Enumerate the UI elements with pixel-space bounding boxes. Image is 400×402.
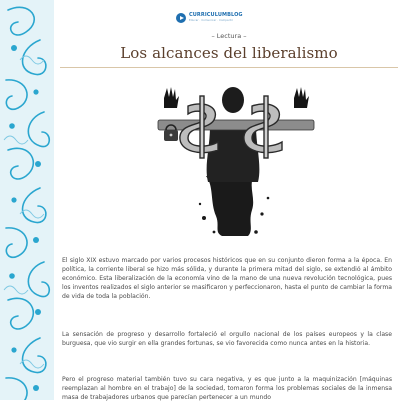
body-paragraph: El siglo XIX estuvo marcado por varios procesos históricos que en su conjunto dieron forma a la época. En política, la corriente liberal se hizo más sólida, y durante la primera mitad del siglo, se extendió al ámbito económico. Esta liberalización de la economía vino de la mano de una nueva revolución tecnológica, pues los inventos realizados el siglo anterior se masificaron y perfeccionaron, hasta el punto de cambiar la forma de vida de toda la población. [62, 257, 392, 301]
brand-logo [176, 12, 266, 24]
logo-tagline: Educar · Comunicar · Compartir [189, 19, 234, 22]
play-logo-icon [176, 13, 186, 23]
logo-brand: CURRICULUMBLOG [189, 12, 243, 18]
decorative-border [0, 0, 54, 400]
body-paragraph: La sensación de progreso y desarrollo fortaleció el orgullo nacional de los países europeos y la clase burguesa, que vio surgir en ella grandes fortunas, se vio favorecida como nunca antes en la historia. [62, 331, 392, 348]
ornament-pattern [0, 0, 54, 400]
page-title: Los alcances del liberalismo [120, 44, 338, 62]
body-paragraph: Pero el progreso material también tuvo su cara negativa, y es que junto a la maquinización [máquinas reemplazan al hombre en el trabajo] de la sociedad, tomaron forma los problemas sociales de la inmensa masa de trabajadores urbanos que parecían pertenecer a un mundo [62, 376, 392, 402]
title-divider [60, 67, 398, 68]
section-label: – Lectura – [211, 32, 247, 40]
pillory-illustration [144, 86, 324, 236]
document-page [58, 0, 400, 400]
